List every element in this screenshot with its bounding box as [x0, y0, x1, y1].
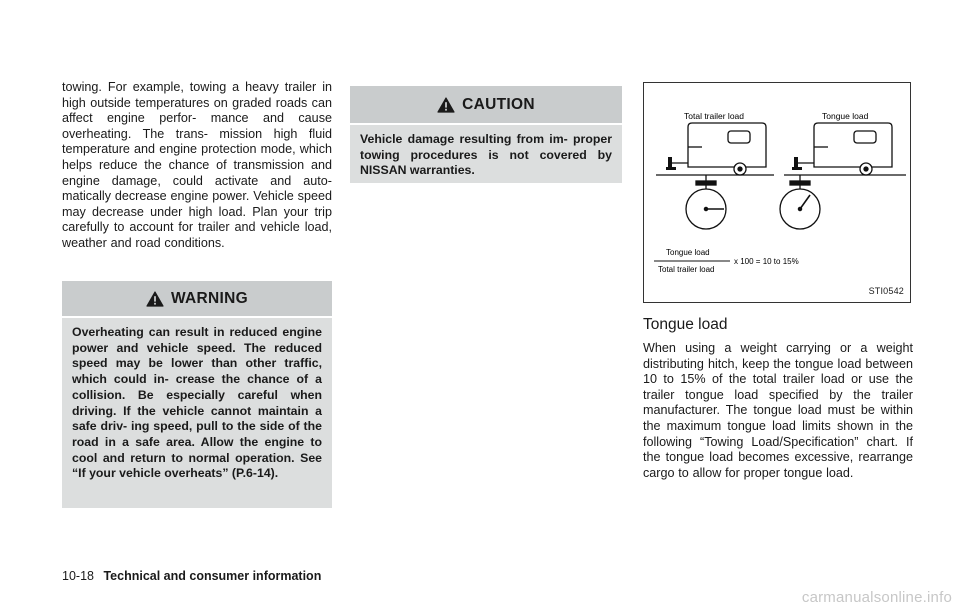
- trailer-left-icon: [670, 123, 766, 175]
- tongue-load-paragraph: When using a weight carrying or a weight distributing hitch, keep the tongue load between 10 to 15% of the total trailer load or use the trailer tongue load specified by the trailer manufacturer. The tongue load must be within the maximum tongue load limits shown in the following “Towing Load/Specification” chart. If the tongue load becomes excessive, rearrange cargo to allow for proper tongue load.: [643, 341, 913, 480]
- section-title: Technical and consumer information: [103, 569, 322, 583]
- scale-left-icon: [686, 175, 726, 229]
- caution-header: [350, 86, 622, 123]
- tongue-load-diagram: [644, 83, 910, 302]
- caution-triangle-icon: [437, 97, 455, 113]
- caution-text: Vehicle damage resulting from im- proper towing procedures is not covered by NISSAN warranties.: [350, 125, 622, 183]
- tongue-load-figure: [643, 82, 911, 303]
- page-footer: [62, 569, 321, 583]
- total-trailer-load-label: Total trailer load: [684, 111, 745, 121]
- page-number: 10-18: [62, 569, 94, 583]
- formula-denominator: Total trailer load: [658, 265, 715, 274]
- figure-code: STI0542: [868, 286, 904, 296]
- trailer-right-icon: [796, 123, 892, 175]
- warning-title: WARNING: [170, 289, 248, 307]
- towing-paragraph: towing. For example, towing a heavy trailer in high outside temperatures on graded roads can affect engine perfor- mance and cause overheating. The trans- mission high fluid temperature and engine protection mode, which helps reduce the chance of transmission and engine damage, could activate and auto- matically decrease engine power. Vehicle speed may decrease under high load. Plan your trip carefully to account for trailer and vehicle load, weather and road conditions.: [62, 80, 332, 250]
- warning-text: Overheating can result in reduced engine power and vehicle speed. The reduced speed may be lower than other traffic, which could in- crease the chance of a collision. Be especially careful when driving. If the vehicle cannot maintain a safe driv- ing speed, pull to the side of the road in a safe area. Allow the engine to cool and return to normal operation. See “If your vehicle overheats” (P.6-14).: [62, 318, 332, 508]
- tongue-load-label: Tongue load: [822, 111, 869, 121]
- tongue-load-heading: Tongue load: [643, 316, 728, 333]
- formula-numerator: Tongue load: [666, 248, 710, 257]
- formula-result: x 100 = 10 to 15%: [734, 257, 799, 266]
- watermark: carmanualsonline.info: [801, 589, 952, 606]
- warning-header: [62, 281, 332, 316]
- scale-right-icon: [780, 175, 820, 229]
- caution-title: CAUTION: [462, 95, 535, 113]
- warning-triangle-icon: [146, 291, 164, 307]
